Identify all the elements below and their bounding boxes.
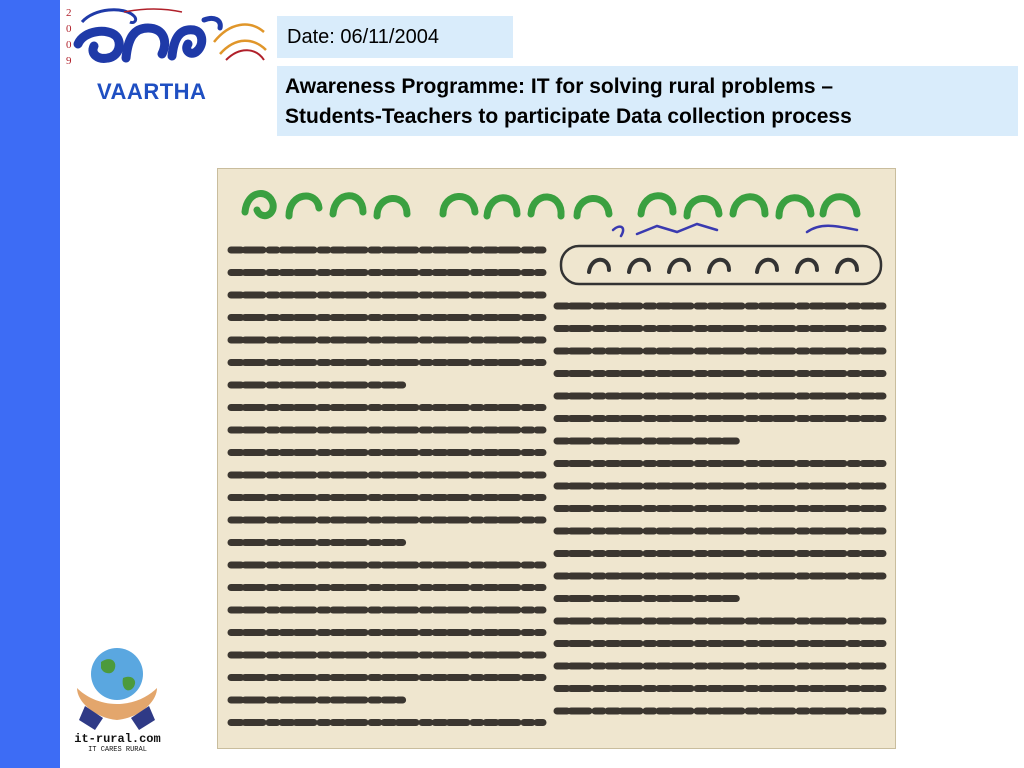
svg-text:0: 0 bbox=[66, 39, 72, 51]
slide-title bbox=[277, 66, 1018, 136]
logo-tagline: IT CARES RURAL bbox=[88, 746, 147, 754]
globe-hands-icon bbox=[65, 640, 170, 732]
svg-text:2: 2 bbox=[66, 7, 72, 19]
svg-text:0: 0 bbox=[66, 23, 72, 35]
svg-text:9: 9 bbox=[66, 55, 72, 67]
newspaper-name: VAARTHA bbox=[97, 79, 207, 104]
vaartha-masthead-logo bbox=[64, 2, 270, 68]
it-rural-logo bbox=[65, 640, 170, 758]
year-digits-2009 bbox=[66, 7, 72, 67]
slide-title-line-1: Awareness Programme: IT for solving rural problems – bbox=[285, 75, 834, 98]
slide-title-line-2: Students-Teachers to participate Data collection process bbox=[285, 105, 852, 128]
date-label: Date: 06/11/2004 bbox=[277, 16, 513, 58]
newspaper-clipping-image bbox=[217, 168, 896, 749]
logo-domain-text: it-rural.com bbox=[74, 732, 161, 746]
left-accent-bar bbox=[0, 0, 60, 768]
